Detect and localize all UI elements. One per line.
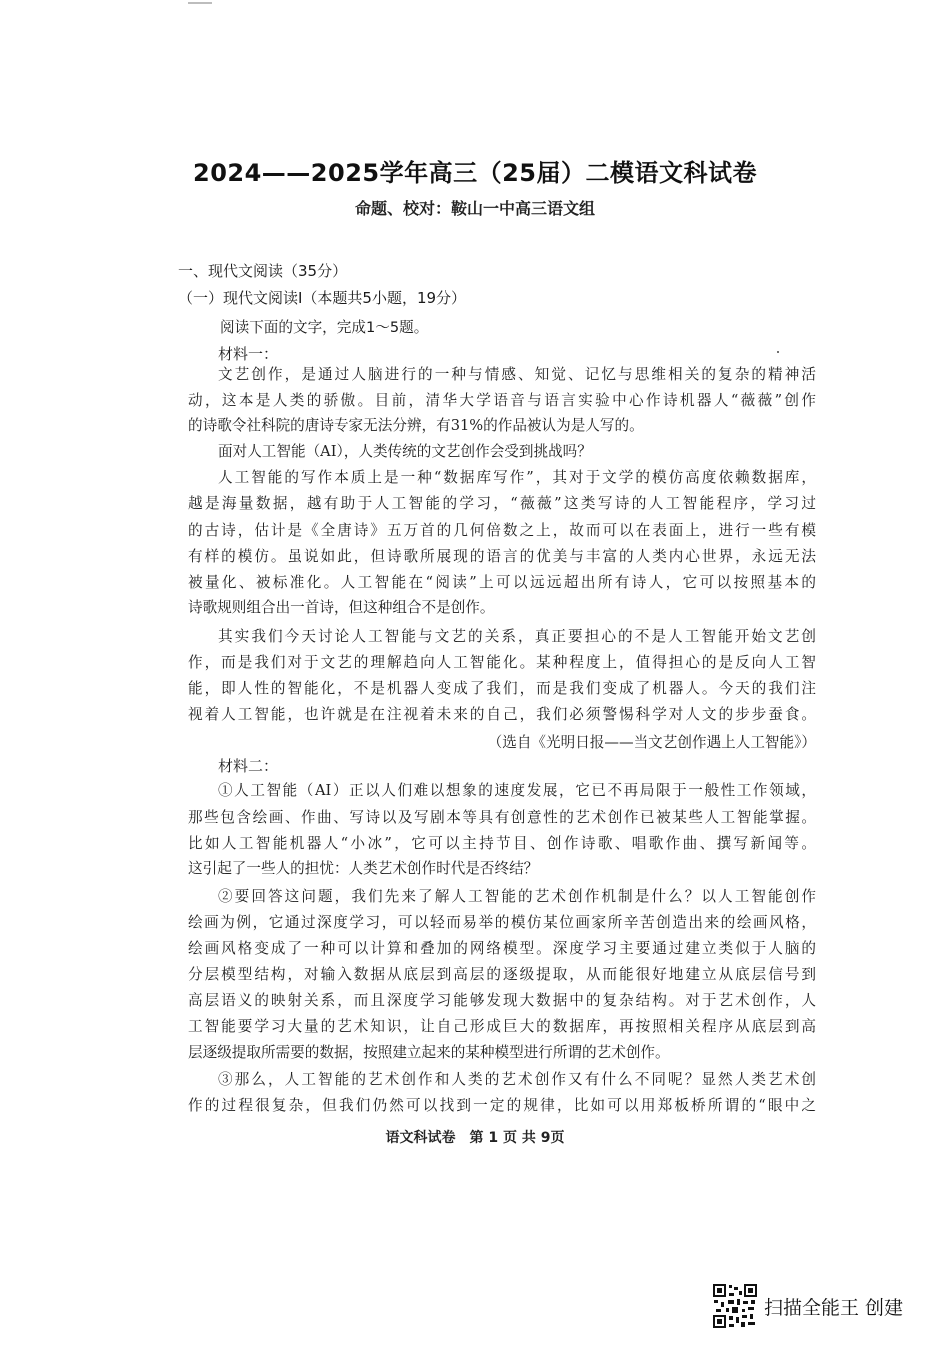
material2-line: 作的过程很复杂，但我们仍然可以找到一定的规律，比如可以用郑板桥所谓的“眼中之 (188, 1097, 816, 1114)
material2-line: 层逐级提取所需要的数据，按照建立起来的某种模型进行所谓的艺术创作。 (188, 1044, 670, 1061)
material2-line: 那些包含绘画、作曲、写诗以及写剧本等具有创意性的艺术创作已被某些人工智能掌握。 (188, 809, 816, 826)
scan-speck (777, 351, 779, 353)
material2-line: 高层语义的映射关系，而且深度学习能够发现大数据中的复杂结构。对于艺术创作，人 (188, 992, 816, 1009)
material2-line: 绘画为例，它通过深度学习，可以轻而易举的模仿某位画家所辛苦创造出来的绘画风格， (188, 914, 816, 931)
material2-line: 绘画风格变成了一种可以计算和叠加的网络模型。深度学习主要通过建立类似于人脑的 (188, 940, 816, 957)
material1-line: 有样的模仿。虽说如此，但诗歌所展现的语言的优美与丰富的人类内心世界，永远无法 (188, 548, 816, 565)
material2-line: 比如人工智能机器人“小冰”，它可以主持节目、创作诗歌、唱歌作曲、撰写新闻等。 (188, 835, 816, 852)
material2-label: 材料二： (218, 757, 279, 775)
material2-line: 这引起了一些人的担忧：人类艺术创作时代是否终结？ (188, 860, 539, 877)
material1-line: 其实我们今天讨论人工智能与文艺的关系，真正要担心的不是人工智能开始文艺创 (218, 628, 816, 645)
material1-line: 被量化、被标准化。人工智能在“阅读”上可以远远超出所有诗人，它可以按照基本的 (188, 574, 816, 591)
material1-line: 人工智能的写作本质上是一种“数据库写作”，其对于文学的模仿高度依赖数据库， (218, 469, 816, 486)
material1-source: （选自《光明日报——当文艺创作遇上人工智能》） (487, 734, 816, 751)
material1-line: 文艺创作，是通过人脑进行的一种与情感、知觉、记忆与思维相关的复杂的精神活 (218, 366, 816, 383)
material1-line: 动，这本是人类的骄傲。目前，清华大学语音与语言实验中心作诗机器人“薇薇”创作 (188, 392, 816, 409)
material2-line: ②要回答这问题，我们先来了解人工智能的艺术创作机制是什么？以人工智能创作 (218, 888, 816, 905)
reading-instruction: 阅读下面的文字，完成1～5题。 (220, 319, 429, 336)
material1-line: 面对人工智能（AI），人类传统的文艺创作会受到挑战吗？ (218, 443, 592, 460)
material1-line: 诗歌规则组合出一首诗，但这种组合不是创作。 (188, 599, 495, 616)
material1-line: 作，而是我们对于文艺的理解趋向人工智能化。某种程度上，值得担心的是反向人工智 (188, 654, 816, 671)
scan-mark (188, 2, 212, 4)
material1-line: 的古诗，估计是《全唐诗》五万首的几何倍数之上，故而可以在表面上，进行一些有模 (188, 522, 816, 539)
material1-line: 的诗歌令社科院的唐诗专家无法分辨，有31%的作品被认为是人写的。 (188, 417, 644, 434)
material1-label: 材料一： (218, 345, 279, 363)
material2-line: 工智能要学习大量的艺术知识，让自己形成巨大的数据库，再按照相关程序从底层到高 (188, 1018, 816, 1035)
material1-line: 越是海量数据，越有助于人工智能的学习，“薇薇”这类写诗的人工智能程序，学习过 (188, 495, 816, 512)
qr-code-icon (712, 1283, 758, 1329)
material2-line: ①人工智能（AI）正以人们难以想象的速度发展，它已不再局限于一般性工作领域， (218, 782, 816, 799)
exam-subtitle: 命题、校对：鞍山一中高三语文组 (354, 199, 595, 218)
scanner-brand: 扫描全能王 创建 (764, 1297, 904, 1319)
section-heading: 一、现代文阅读（35分） (178, 262, 348, 280)
material1-line: 能，即人性的智能化，不是机器人变成了我们，而是我们变成了机器人。今天的我们注 (188, 680, 816, 697)
material2-line: 分层模型结构，对输入数据从底层到高层的逐级提取，从而能很好地建立从底层信号到 (188, 966, 816, 983)
subsection-heading: （一）现代文阅读Ⅰ（本题共5小题，19分） (178, 289, 467, 307)
exam-title: 2024——2025学年高三（25届）二模语文科试卷 (193, 159, 757, 187)
page-footer: 语文科试卷 第 1 页 共 9页 (385, 1130, 565, 1146)
material1-line: 视着人工智能，也许就是在注视着未来的自己，我们必须警惕科学对人文的步步蚕食。 (188, 706, 816, 723)
material2-line: ③那么，人工智能的艺术创作和人类的艺术创作又有什么不同呢？显然人类艺术创 (218, 1071, 816, 1088)
